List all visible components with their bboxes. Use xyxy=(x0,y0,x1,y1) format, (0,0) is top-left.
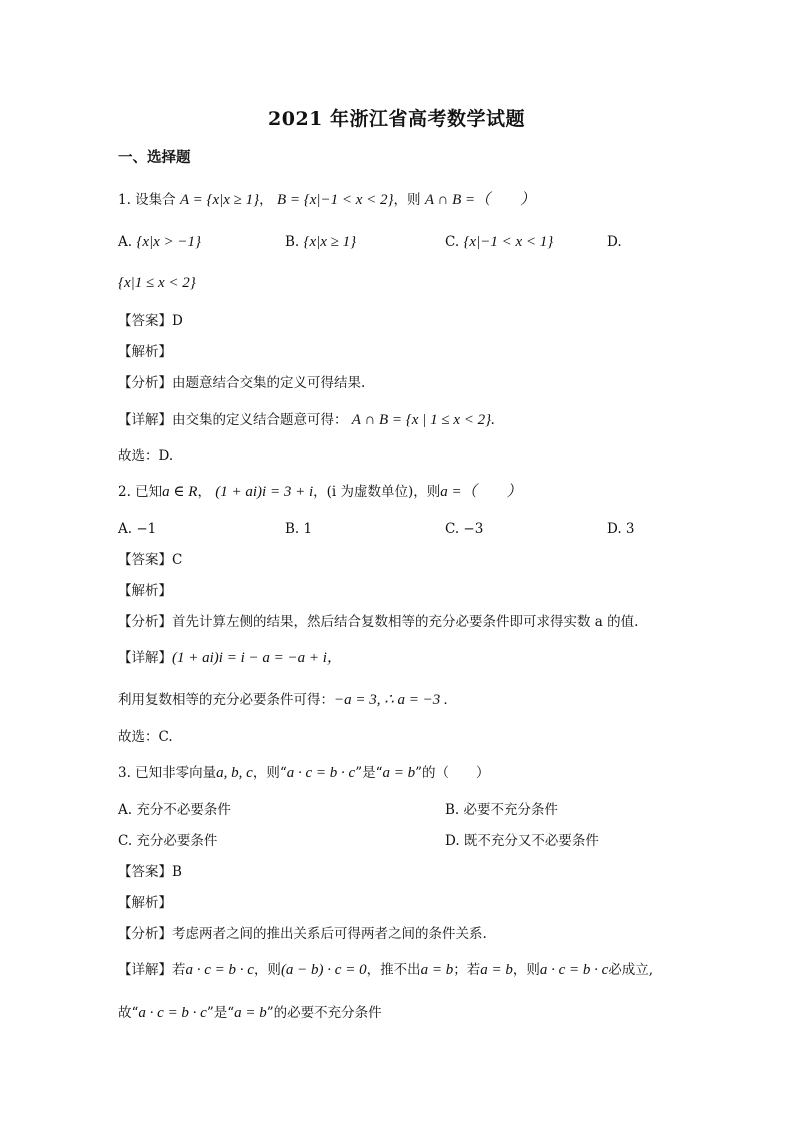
q3-xj-p3: ，推不出 xyxy=(366,962,421,978)
q2-line2-text: 利用复数相等的充分必要条件可得： xyxy=(118,692,334,708)
q3-stem-prefix: 3. 已知非零向量 xyxy=(118,765,217,781)
q3-answer-tag: 【答案】 xyxy=(118,864,172,880)
q3-analysis-tag: 【解析】 xyxy=(118,895,172,911)
q2-option-d: D. 3 xyxy=(607,521,635,537)
q1-set-b: B = {x|−1 < x < 2} xyxy=(276,192,394,208)
q2-line2-math: −a = 3, ∴ a = −3 . xyxy=(334,692,448,708)
q3-expr1: a · c = b · c xyxy=(286,765,356,781)
q3-stem xyxy=(118,763,490,783)
q1-option-d-label: D. xyxy=(607,234,622,250)
q3-fenxi-text: 考虑两者之间的推出关系后可得两者之间的条件关系. xyxy=(172,926,487,942)
q3-fenxi-tag: 【分析】 xyxy=(118,926,172,942)
q2-cond1: a ∈ R xyxy=(162,484,198,500)
q3-last-p2: ”是“ xyxy=(206,1005,235,1021)
q3-last-p3: ”的必要不充分条件 xyxy=(266,1005,382,1021)
q1-options-row xyxy=(118,232,718,252)
q3-xj-p6: 必成立, xyxy=(608,962,654,978)
q2-fenxi-text: 首先计算左侧的结果，然后结合复数相等的充分必要条件即可求得实数 a 的值. xyxy=(172,614,639,630)
q1-option-b: {x|x ≥ 1} xyxy=(303,234,357,250)
q1-option-a-label: A. xyxy=(118,234,133,250)
q3-answer-value: B xyxy=(172,864,182,880)
q1-stem: 1. 设集合 A = {x|x ≥ 1}， B = {x|−1 < x < 2}，则 A ∩ B =（ ） xyxy=(118,192,536,208)
q2-stem: 2. 已知a ∈ R， (1 + ai)i = 3 + i，(i 为虚数单位)，则a =（ ） xyxy=(118,484,522,500)
q2-cond2: (1 + ai)i = 3 + i xyxy=(215,484,314,500)
q1-option-b-label: B. xyxy=(285,234,300,250)
q1-option-c: {x|−1 < x < 1} xyxy=(463,234,554,250)
q3-stem-mid2: ”是“ xyxy=(355,765,383,781)
q1-set-a: A = {x|x ≥ 1} xyxy=(179,192,260,208)
q1-conclusion: 故选：D. xyxy=(118,448,174,464)
q1-analysis-tag: 【解析】 xyxy=(118,344,172,360)
q3-expr2: a = b xyxy=(382,765,416,781)
q1-fenxi-tag: 【分析】 xyxy=(118,375,172,391)
q3-last-e2: a = b xyxy=(234,1005,267,1021)
q1-stem-mid: ，则 xyxy=(393,192,421,208)
q3-xj-e3: a = b xyxy=(420,962,454,978)
q2-answer-tag: 【答案】 xyxy=(118,552,172,568)
q3-xj-p4: ；若 xyxy=(453,962,481,978)
q3-xj-e4: a = b xyxy=(480,962,513,978)
q2-options-row xyxy=(118,519,718,539)
q3-stem-mid: ，则“ xyxy=(252,765,287,781)
q2-analysis-tag: 【解析】 xyxy=(118,583,172,599)
q1-xiangjie xyxy=(118,410,495,430)
q1-xiangjie-math: A ∩ B = {x | 1 ≤ x < 2}. xyxy=(351,412,495,428)
q3-option-d: D. 既不充分又不必要条件 xyxy=(445,833,599,849)
q1-option-a: {x|x > −1} xyxy=(136,234,202,250)
q1-xiangjie-text: 由交集的定义结合题意可得： xyxy=(172,412,348,428)
q3-stem-end: ”的（ ） xyxy=(415,765,490,781)
q2-conclusion: 故选：C. xyxy=(118,729,173,745)
section-heading: 一、选择题 xyxy=(118,149,191,166)
q2-stem-prefix: 2. 已知 xyxy=(118,484,163,500)
q3-xiangjie xyxy=(118,960,653,980)
q2-note: ，(i 为虚数单位)，则 xyxy=(313,484,441,500)
q2-option-a: A. −1 xyxy=(118,521,157,537)
q1-option-d xyxy=(118,273,196,293)
q2-option-b: B. 1 xyxy=(285,521,313,537)
q3-last-e1: a · c = b · c xyxy=(138,1005,207,1021)
q3-conclusion xyxy=(118,1003,382,1023)
q2-fenxi xyxy=(118,612,638,632)
q2-xiangjie-math: (1 + ai)i = i − a = −a + i， xyxy=(172,650,342,666)
q3-xj-p2: ，则 xyxy=(253,962,281,978)
page-title: 2021 年浙江省高考数学试题 xyxy=(268,108,525,130)
q3-option-c: C. 充分必要条件 xyxy=(118,833,218,849)
q3-option-a: A. 充分不必要条件 xyxy=(118,802,231,818)
q1-answer-tag: 【答案】 xyxy=(118,313,172,329)
q3-xj-e5: a · c = b · c xyxy=(539,962,609,978)
q3-option-b: B. 必要不充分条件 xyxy=(445,802,559,818)
q2-answer xyxy=(118,550,182,570)
q3-last-p1: 故“ xyxy=(118,1005,139,1021)
q1-option-d-value: {x|1 ≤ x < 2} xyxy=(118,275,196,291)
q3-fenxi xyxy=(118,924,487,944)
q1-xiangjie-tag: 【详解】 xyxy=(118,412,172,428)
q3-xj-e2: (a − b) · c = 0 xyxy=(280,962,367,978)
q3-answer xyxy=(118,862,182,882)
q3-vectors: a, b, c xyxy=(216,765,253,781)
q2-answer-value: C xyxy=(172,552,183,568)
q2-option-c: C. −3 xyxy=(445,521,484,537)
q2-xiangjie-tag: 【详解】 xyxy=(118,650,172,666)
q1-fenxi-text: 由题意结合交集的定义可得结果. xyxy=(172,375,366,391)
q2-xiangjie xyxy=(118,648,342,668)
q3-xj-p1: 若 xyxy=(172,962,186,978)
q1-stem-prefix: 1. 设集合 xyxy=(118,192,176,208)
q3-xiangjie-tag: 【详解】 xyxy=(118,962,172,978)
q2-ask: a =（ ） xyxy=(440,484,522,500)
q3-xj-e1: a · c = b · c xyxy=(185,962,254,978)
q3-xj-p5: ，则 xyxy=(512,962,540,978)
q1-answer-value: D xyxy=(172,313,183,329)
q1-fenxi xyxy=(118,373,365,393)
q1-option-c-label: C. xyxy=(445,234,460,250)
q1-answer xyxy=(118,311,183,331)
q1-ask: A ∩ B =（ ） xyxy=(424,192,536,208)
q2-fenxi-tag: 【分析】 xyxy=(118,614,172,630)
q2-xiangjie-line2 xyxy=(118,690,448,710)
